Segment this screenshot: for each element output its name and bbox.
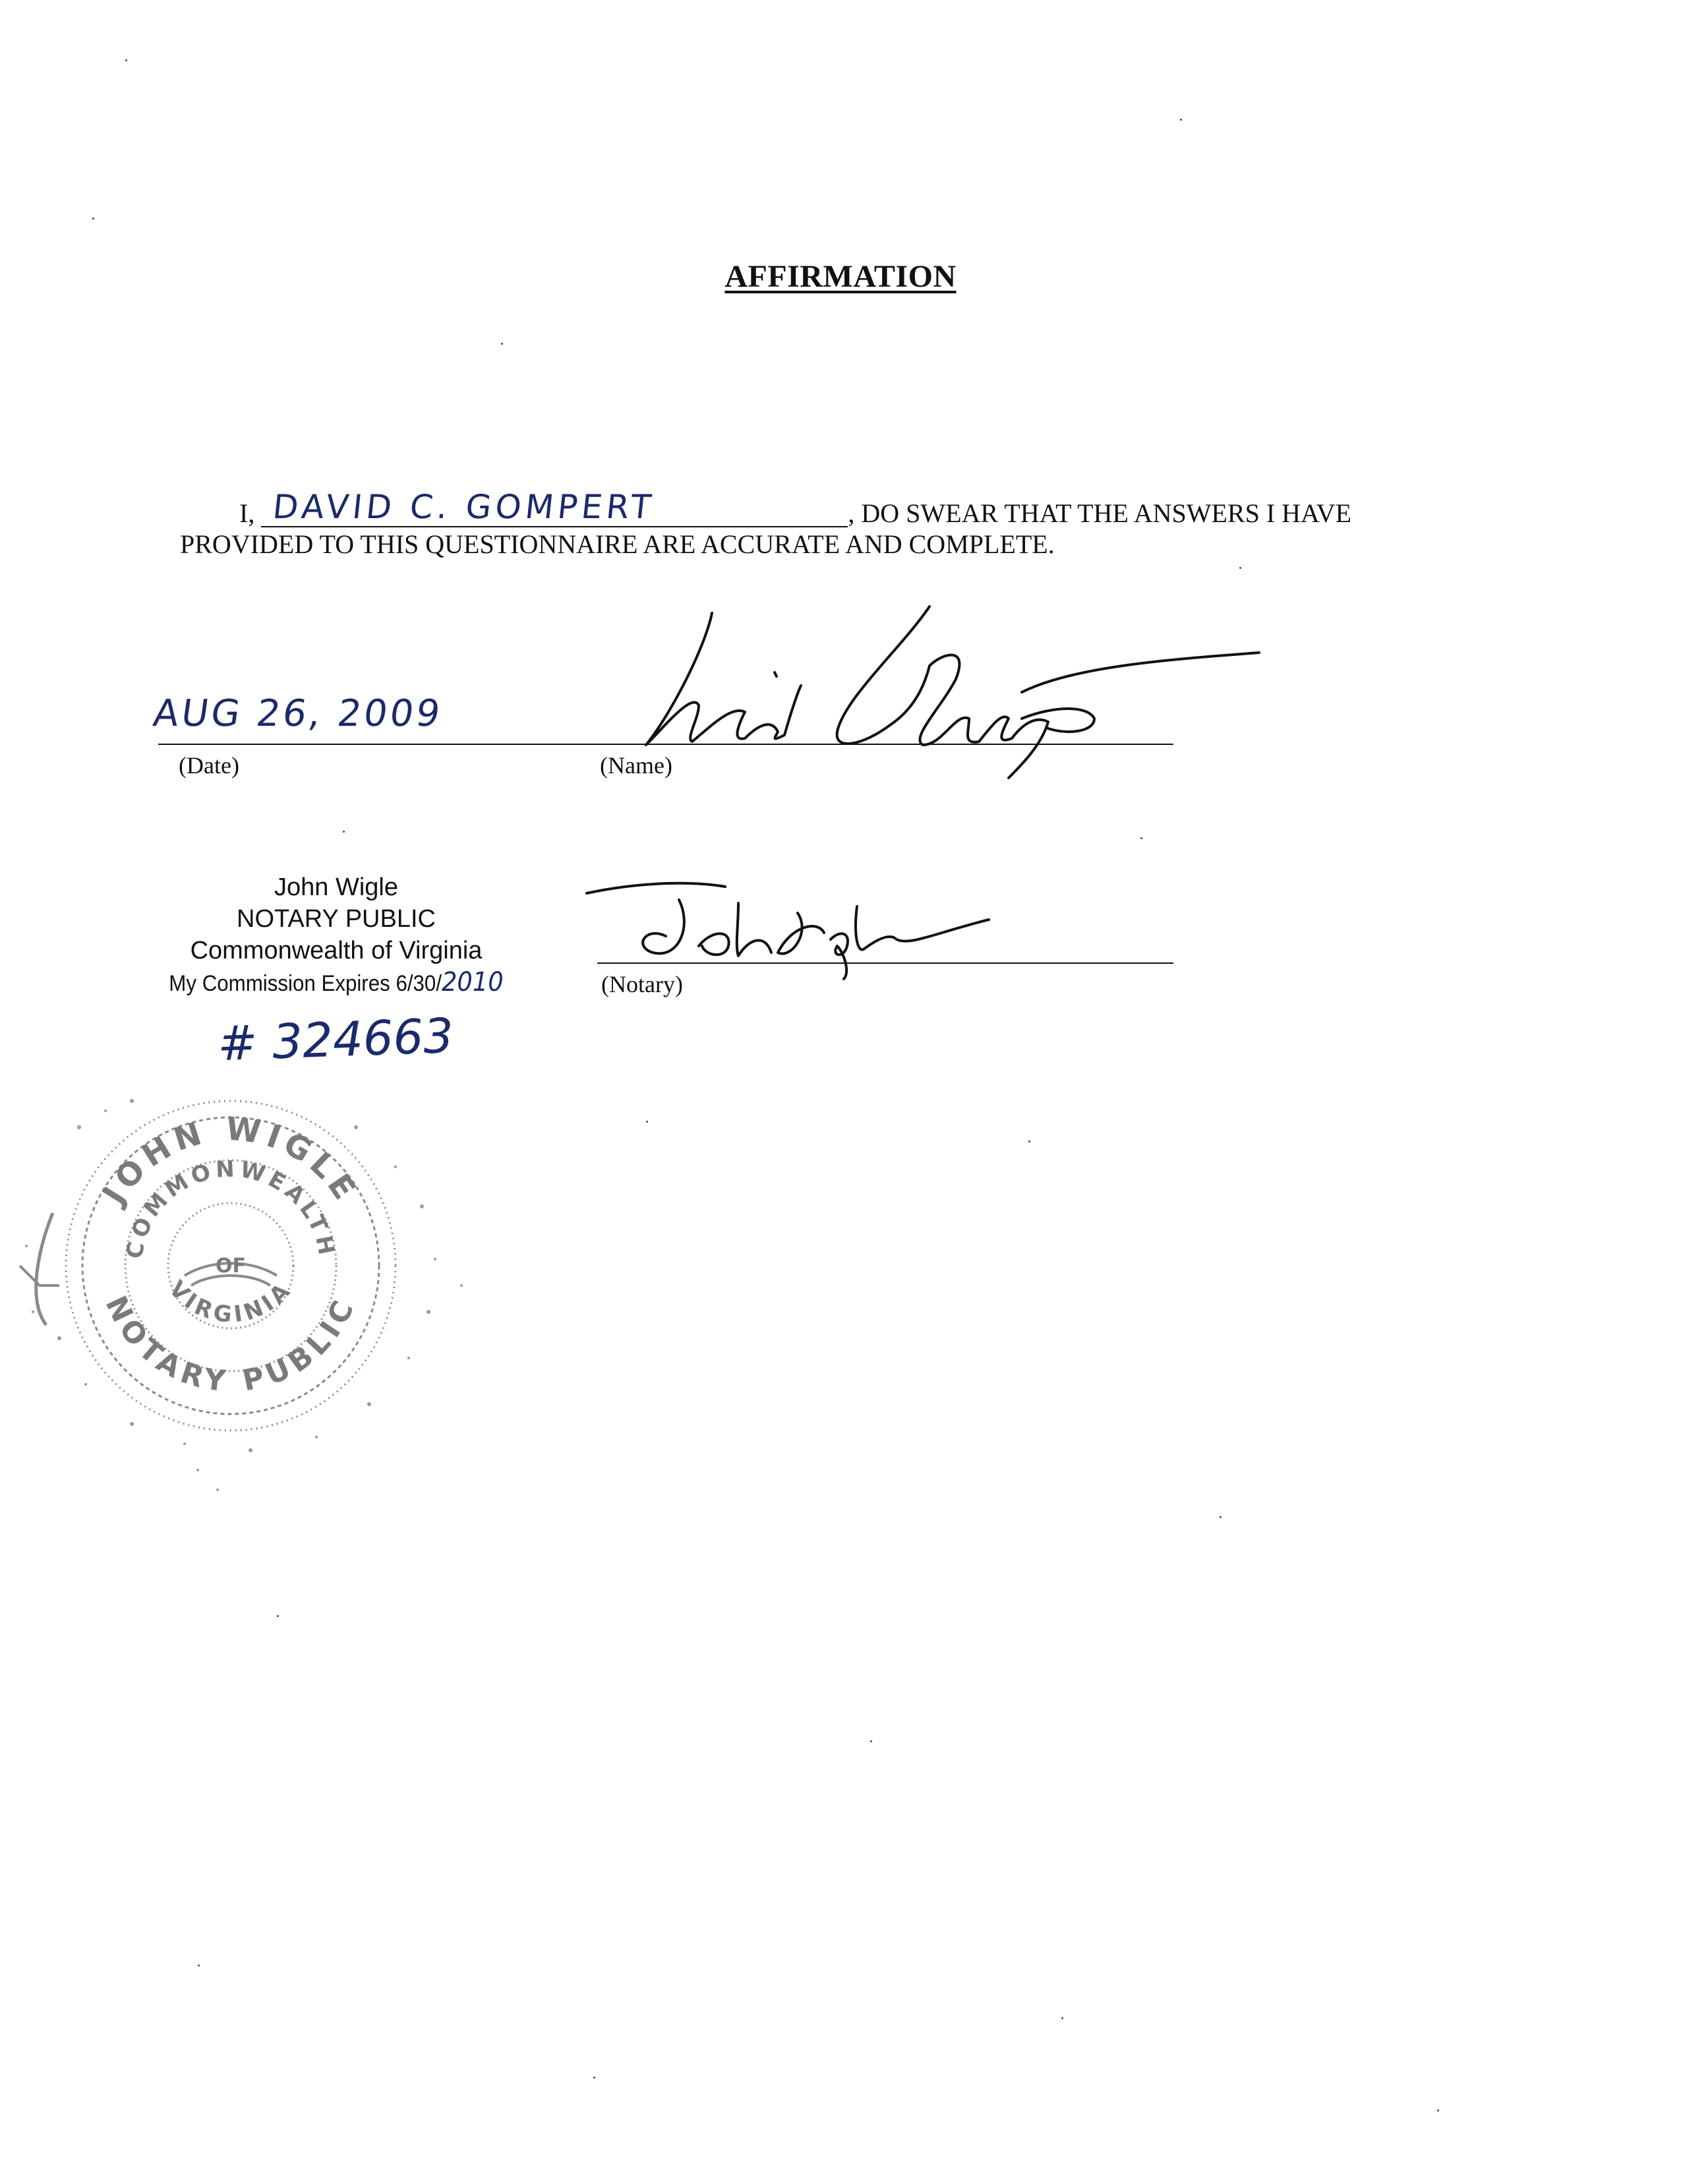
- document-title: AFFIRMATION: [724, 259, 957, 294]
- scan-speck: [1437, 2110, 1439, 2111]
- date-label: (Date): [179, 752, 239, 779]
- scan-speck: [1061, 2017, 1063, 2019]
- name-label: (Name): [600, 752, 672, 779]
- notary-seal: [0, 1048, 501, 1510]
- scan-speck: [1220, 1516, 1222, 1518]
- scan-speck: [870, 1740, 872, 1742]
- commission-year-handwritten: 2010: [442, 967, 504, 997]
- scan-speck: [1028, 1140, 1030, 1142]
- scan-speck: [277, 1615, 279, 1617]
- scan-speck: [1180, 119, 1182, 121]
- notary-label: (Notary): [601, 971, 683, 997]
- notary-stamp-text: [125, 871, 547, 999]
- seal-center-text: OF: [216, 1254, 246, 1278]
- affiant-name-underline: [261, 526, 848, 527]
- oath-line-2: PROVIDED TO THIS QUESTIONNAIRE ARE ACCURATE AND COMPLETE.: [180, 529, 1055, 559]
- seal-outer-text: JOHN WIGLE: [96, 1110, 366, 1211]
- notary-jurisdiction: Commonwealth of Virginia: [190, 937, 483, 964]
- notary-title: NOTARY PUBLIC: [237, 905, 436, 933]
- seal-lower-text: VIRGINIA: [163, 1276, 298, 1328]
- scan-speck: [501, 343, 503, 345]
- commission-prefix: My Commission Expires 6/30/: [169, 971, 442, 996]
- seal-middle-text: COMMONWEALTH: [121, 1156, 341, 1261]
- notary-name: John Wigle: [274, 873, 398, 901]
- oath-prefix: I,: [239, 498, 255, 528]
- scan-speck: [1140, 837, 1142, 839]
- svg-text:VIRGINIA: [163, 1276, 298, 1328]
- notary-registration-number: # 324663: [216, 1007, 455, 1072]
- scan-speck: [593, 2077, 595, 2079]
- scan-speck: [125, 59, 127, 61]
- scan-speck: [1239, 567, 1241, 569]
- oath-line-1: [239, 488, 1352, 529]
- affiant-name-field: [261, 488, 848, 529]
- affiant-signature: [613, 593, 1272, 791]
- notary-signature: [580, 867, 1081, 986]
- oath-line1-suffix: , DO SWEAR THAT THE ANSWERS I HAVE: [848, 498, 1352, 528]
- notary-commission-expiry: [142, 966, 531, 999]
- affiant-name-handwritten: DAVID C. GOMPERT: [271, 488, 657, 526]
- scan-speck: [198, 1964, 200, 1966]
- scan-speck: [646, 1121, 648, 1123]
- scan-speck: [343, 831, 345, 833]
- scan-speck: [92, 218, 94, 220]
- seal-bottom-text: NOTARY PUBLIC: [98, 1291, 363, 1399]
- date-handwritten: AUG 26, 2009: [150, 692, 446, 735]
